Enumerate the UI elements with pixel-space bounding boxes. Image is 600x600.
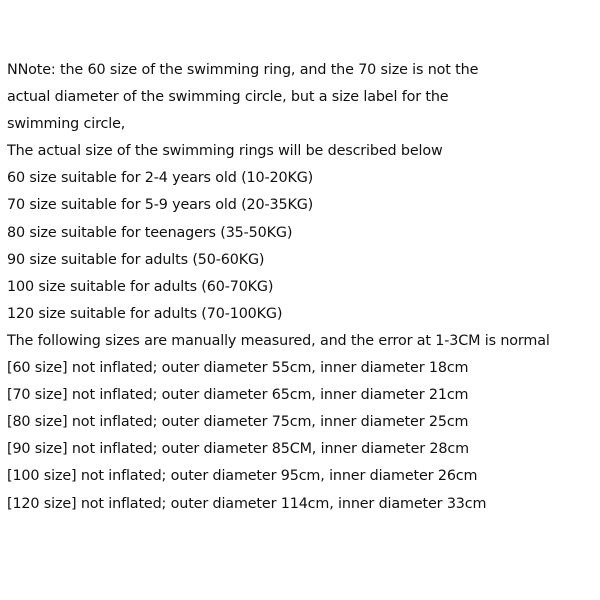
size-90-dimension-line: [90 size] not inflated; outer diameter 85CM, inner diameter 28cm: [7, 441, 469, 458]
size-100-age-line: 100 size suitable for adults (60-70KG): [7, 278, 274, 295]
intro-line: The actual size of the swimming rings will be described below: [7, 143, 443, 160]
measurement-note-line: The following sizes are manually measured, and the error at 1-3CM is normal: [7, 332, 550, 349]
size-60-age-line: 60 size suitable for 2-4 years old (10-20KG): [7, 170, 314, 187]
size-120-age-line: 120 size suitable for adults (70-100KG): [7, 305, 283, 322]
size-70-age-line: 70 size suitable for 5-9 years old (20-35KG): [7, 197, 314, 214]
size-80-age-line: 80 size suitable for teenagers (35-50KG): [7, 224, 293, 241]
size-120-dimension-line: [120 size] not inflated; outer diameter 114cm, inner diameter 33cm: [7, 495, 487, 512]
note-line-3: swimming circle,: [7, 116, 126, 133]
note-line-2: actual diameter of the swimming circle, but a size label for the: [7, 89, 449, 106]
size-90-age-line: 90 size suitable for adults (50-60KG): [7, 251, 265, 268]
size-100-dimension-line: [100 size] not inflated; outer diameter 95cm, inner diameter 26cm: [7, 468, 478, 485]
size-70-dimension-line: [70 size] not inflated; outer diameter 65cm, inner diameter 21cm: [7, 387, 469, 404]
size-80-dimension-line: [80 size] not inflated; outer diameter 75cm, inner diameter 25cm: [7, 414, 469, 431]
size-description-text: [7, 57, 599, 518]
size-60-dimension-line: [60 size] not inflated; outer diameter 55cm, inner diameter 18cm: [7, 360, 469, 377]
note-line-1: NNote: the 60 size of the swimming ring, and the 70 size is not the: [7, 62, 479, 78]
